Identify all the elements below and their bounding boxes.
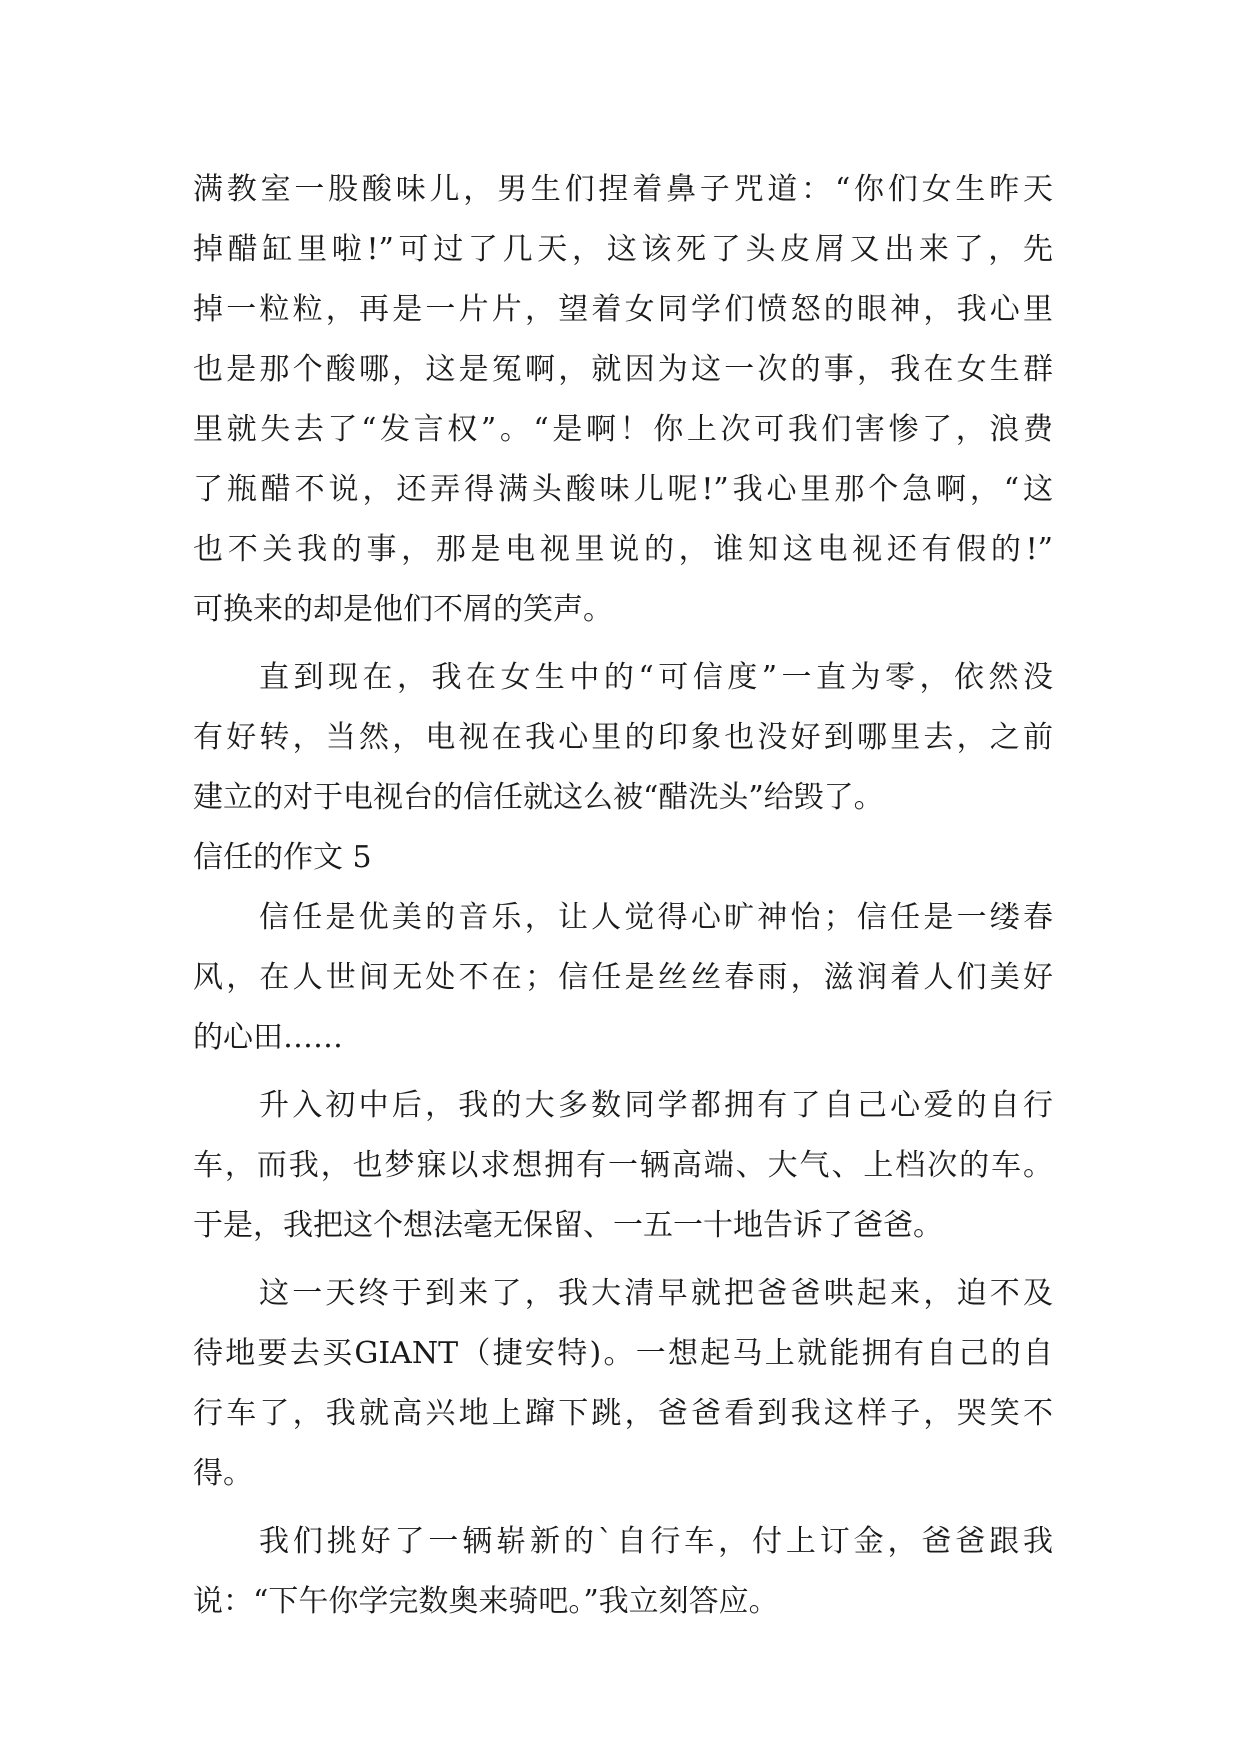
- text-line: 掉一粒粒，再是一片片，望着女同学们愤怒的眼神，我心里: [193, 292, 1053, 327]
- text-line: 满教室一股酸味儿，男生们捏着鼻子咒道：“你们女生昨天: [193, 172, 1053, 207]
- text-line: 信任是优美的音乐，让人觉得心旷神怡；信任是一缕春: [259, 900, 1053, 935]
- text-line: 也不关我的事，那是电视里说的，谁知这电视还有假的!”: [193, 532, 1053, 567]
- text-line: 直到现在，我在女生中的“可信度”一直为零，依然没: [259, 660, 1053, 695]
- text-line: 得。: [193, 1456, 253, 1491]
- paragraph: [193, 648, 1053, 828]
- text-line: 也是那个酸哪，这是冤啊，就因为这一次的事，我在女生群: [193, 352, 1053, 387]
- text-line: 风，在人世间无处不在；信任是丝丝春雨，滋润着人们美好: [193, 960, 1053, 995]
- paragraph: [193, 888, 1053, 1068]
- text-line: 建立的对于电视台的信任就这么被“醋洗头”给毁了。: [193, 780, 884, 815]
- section-heading: 信任的作文 5: [193, 840, 372, 875]
- text-line: 升入初中后，我的大多数同学都拥有了自己心爱的自行: [259, 1088, 1053, 1123]
- text-line: 可换来的却是他们不屑的笑声。: [193, 592, 613, 627]
- paragraph: [193, 160, 1053, 640]
- text-line: 车，而我，也梦寐以求想拥有一辆高端、大气、上档次的车。: [193, 1148, 1053, 1183]
- paragraph: [193, 1264, 1053, 1504]
- text-line: 行车了，我就高兴地上蹿下跳，爸爸看到我这样子，哭笑不: [193, 1396, 1053, 1431]
- text-line: 的心田……: [193, 1020, 343, 1055]
- text-line: 待地要去买GIANT（捷安特)。一想起马上就能拥有自己的自: [193, 1336, 1053, 1371]
- text-line: 于是，我把这个想法毫无保留、一五一十地告诉了爸爸。: [193, 1208, 943, 1243]
- text-line: 里就失去了“发言权”。“是啊！你上次可我们害惨了，浪费: [193, 412, 1053, 447]
- text-line: 说：“下午你学完数奥来骑吧。”我立刻答应。: [193, 1584, 779, 1619]
- document-page: [193, 160, 1053, 1632]
- text-line: 这一天终于到来了，我大清早就把爸爸哄起来，迫不及: [259, 1276, 1053, 1311]
- text-line: 掉醋缸里啦!”可过了几天，这该死了头皮屑又出来了，先: [193, 232, 1053, 267]
- text-line: 有好转，当然，电视在我心里的印象也没好到哪里去，之前: [193, 720, 1053, 755]
- text-line: 我们挑好了一辆崭新的`自行车，付上订金，爸爸跟我: [259, 1524, 1053, 1559]
- text-line: 了瓶醋不说，还弄得满头酸味儿呢!”我心里那个急啊，“这: [193, 472, 1053, 507]
- paragraph: [193, 1076, 1053, 1256]
- paragraph: [193, 1512, 1053, 1632]
